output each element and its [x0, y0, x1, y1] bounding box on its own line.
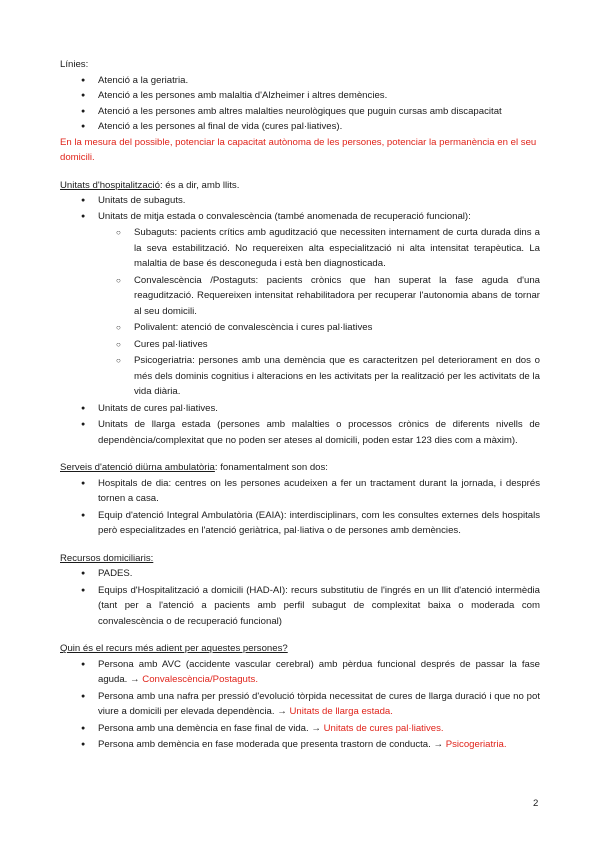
list-item: ● Atenció a la geriatria. [60, 73, 540, 89]
section-quin-recurs [60, 641, 540, 753]
domiciliaris-list [60, 566, 540, 629]
sub-list-item: ○ Psicogeriatria: persones amb una demència que es caracteritzen pel deteriorament en dos o més dels dominis cognitius i alteracions en les activitats per la realització per les activitats de la vida diària. [60, 353, 540, 400]
section-ambulatoria [60, 460, 540, 539]
hospitalitzacio-sublist [60, 225, 540, 400]
heading-rest: : fonamentalment son dos: [214, 462, 328, 473]
section-linies [60, 57, 540, 166]
section-domiciliaris [60, 551, 540, 630]
list-item: ● PADES. [60, 566, 540, 582]
list-item: ● Atenció a les persones al final de vida (cures pal·liatives). [60, 119, 540, 135]
hospitalitzacio-heading [60, 178, 540, 194]
linies-note: En la mesura del possible, potenciar la capacitat autònoma de les persones, potenciar la permanència en el seu domicili. [60, 136, 537, 163]
list-item [60, 657, 540, 688]
sub-list-item: ○ Convalescència /Postaguts: pacients crònics que han superat la fase aguda d'una reagudització. Requereixen intensitat rehabilitadora per recuperar l'autonomia abans de tornar al seu domicili. [60, 273, 540, 320]
heading-underlined: Recursos domiciliaris: [60, 552, 154, 564]
case-answer: Unitats de llarga estada. [289, 706, 393, 717]
case-text: Persona amb una nafra per pressió d'evolució tòrpida necessitat de cures de llarga duració i que no pot viure a domicili per elevada dependència. → [98, 690, 540, 717]
list-item: ● Unitats de cures pal·liatives. [60, 401, 540, 417]
case-text: Persona amb AVC (accidente vascular cerebral) amb pèrdua funcional després de passar la fase aguda. → [98, 658, 540, 685]
section-hospitalitzacio [60, 178, 540, 449]
list-item: ● Equips d'Hospitalització a domicili (HAD-AI): recurs substitutiu de l'ingrés en un llit d'atenció intermèdia (tant per a l'atenció a pacients amb perfil subagut de complexitat baixa o moderada com convalescència o de recuperació funcional) [60, 583, 540, 630]
ambulatoria-heading [60, 460, 540, 476]
list-item [60, 689, 540, 720]
case-answer: Unitats de cures pal·liatives. [323, 722, 444, 734]
domiciliaris-heading [60, 551, 540, 567]
hospitalitzacio-list [60, 193, 540, 224]
list-item: ● Unitats de subaguts. [60, 193, 540, 209]
heading-rest: : és a dir, amb llits. [159, 179, 240, 191]
case-text: Persona amb una demència en fase final de vida. → [98, 722, 324, 734]
case-text: Persona amb demència en fase moderada que presenta trastorn de conducta. → [98, 739, 446, 750]
sub-list-item: ○ Polivalent: atenció de convalescència i cures pal·liatives [60, 320, 540, 336]
linies-list [60, 73, 540, 135]
heading-underlined: Serveis d'atenció diürna ambulatòria [60, 462, 215, 473]
list-item [60, 737, 540, 753]
document-page [60, 57, 540, 753]
list-item: ● Unitats de llarga estada (persones amb malalties o processos crònics de diferents nivells de dependència/complexitat que no poden ser ateses al domicili, poden estar 123 dies com a màxim). [60, 417, 540, 448]
quin-list [60, 657, 540, 753]
list-item: ● Unitats de mitja estada o convalescència (també anomenada de recuperació funcional): [60, 209, 540, 225]
list-item: ● Equip d'atenció Integral Ambulatòria (EAIA): interdisciplinars, com les consultes externes dels hospitals però especialitzades en l'atenció geriàtrica, pal·liativa o de persones amb demències. [60, 508, 540, 539]
case-answer: Convalescència/Postaguts. [142, 674, 259, 685]
page-number: 2 [533, 798, 539, 809]
list-item: ● Atenció a les persones amb malaltia d'Alzheimer i altres demències. [60, 88, 540, 104]
case-answer: Psicogeriatria. [445, 739, 507, 750]
hospitalitzacio-list-continued [60, 401, 540, 449]
list-item: ● Atenció a les persones amb altres malalties neurològiques que puguin cursas amb discapacitat [60, 104, 540, 120]
linies-heading: Línies: [60, 59, 89, 70]
sub-list-item: ○ Cures pal·liatives [60, 337, 540, 353]
heading-underlined: Unitats d'hospitalització [60, 179, 160, 191]
list-item: ● Hospitals de dia: centres on les persones acudeixen a fer un tractament durant la jornada, i després tornen a casa. [60, 476, 540, 507]
quin-heading [60, 641, 540, 657]
heading-underlined: Quin és el recurs més adient per aquestes persones? [60, 643, 288, 654]
sub-list-item: ○ Subaguts: pacients crítics amb agudització que necessiten internament de curta durada dins a la seva estabilització. No requereixen alta especialització ni alta intensitat terapèutica. La malaltia de base és desconeguda i està ben diagnosticada. [60, 225, 540, 272]
list-item [60, 721, 540, 737]
ambulatoria-list [60, 476, 540, 539]
